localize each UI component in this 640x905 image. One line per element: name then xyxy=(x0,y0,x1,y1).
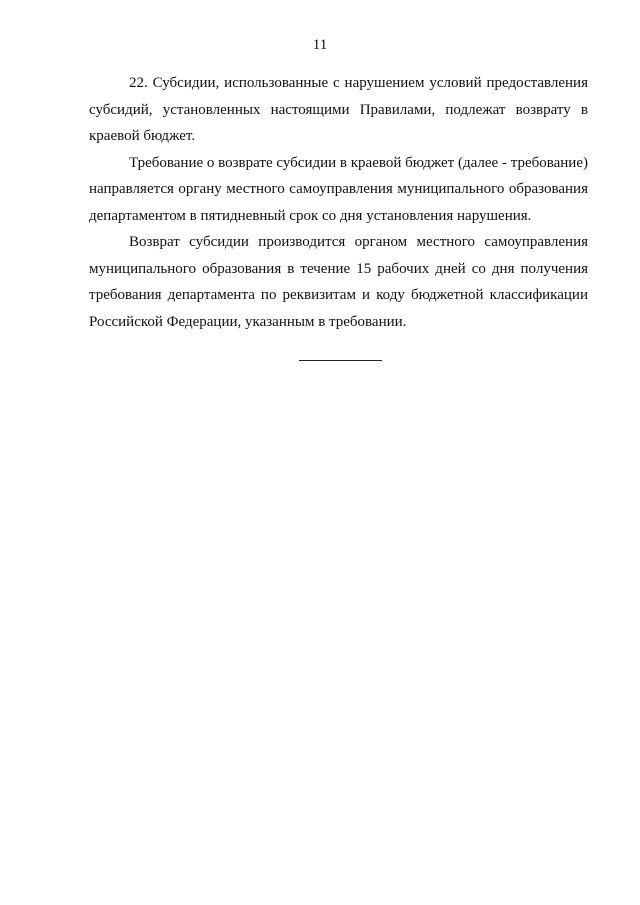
closing-divider-line xyxy=(299,360,382,361)
document-body xyxy=(89,70,588,335)
paragraph-return-procedure: Возврат субсидии производится органом местного самоуправления муниципального образования в течение 15 рабочих дней со дня получения требования департамента по реквизитам и коду бюджетной классификации Российской Федерации, указанным в требовании. xyxy=(89,234,588,330)
paragraph-22-return-of-subsidies: 22. Субсидии, использованные с нарушением условий предоставления субсидий, установленных настоящими Правилами, подлежат возврату в краевой бюджет. xyxy=(89,75,588,144)
paragraph-return-demand: Требование о возврате субсидии в краевой бюджет (далее - требование) направляется органу местного самоуправления муниципального образования департаментом в пятидневный срок со дня установления нарушения. xyxy=(89,154,588,224)
page-number: 11 xyxy=(312,37,328,53)
